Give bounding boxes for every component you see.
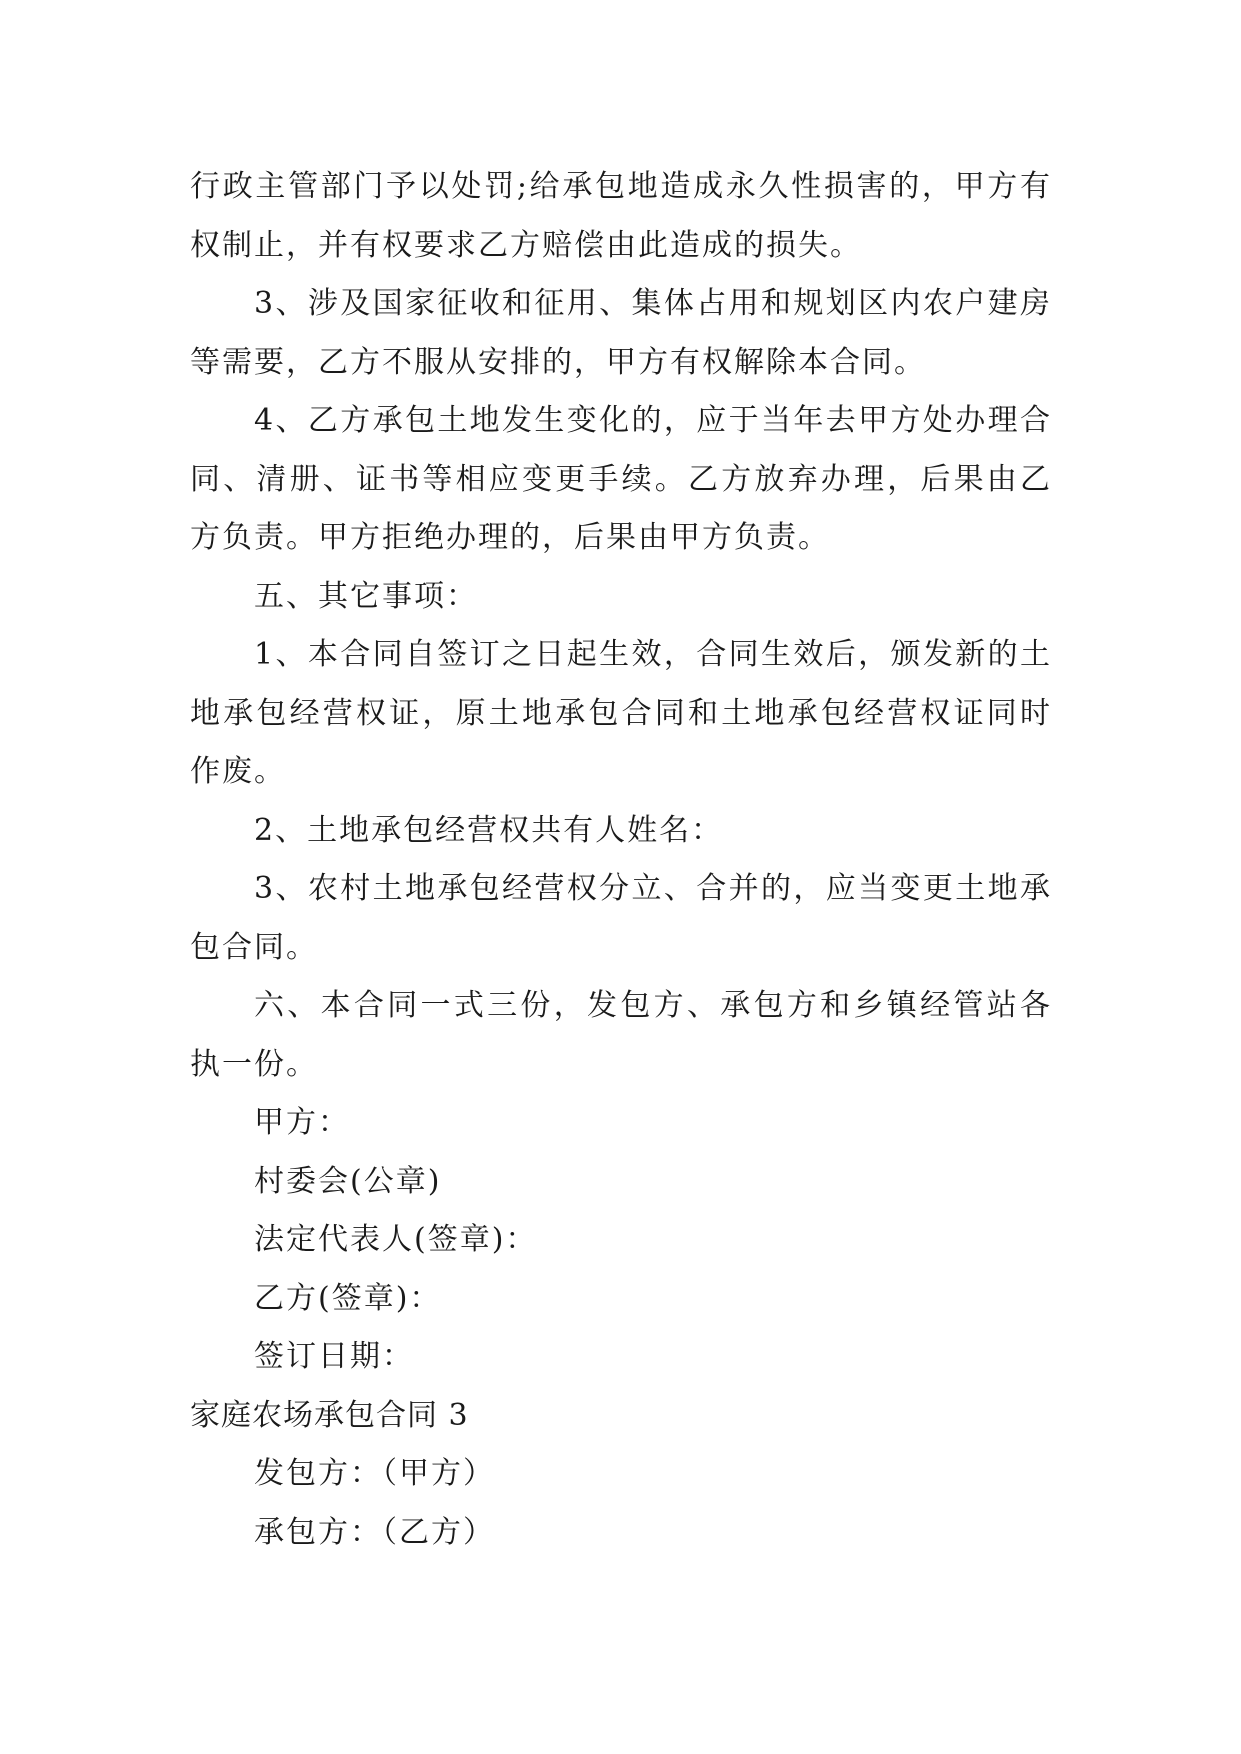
signature-party-a: 甲方： [254,1105,350,1140]
paragraph-other-2-co-owners: 2、土地承包经营权共有人姓名： [254,812,724,848]
party-contractee: 承包方：（乙方） [254,1514,495,1550]
signature-legal-representative: 法定代表人(签章)： [254,1222,538,1257]
signature-party-b: 乙方(签章)： [254,1280,442,1316]
contract-title: 家庭农场承包合同 3 [190,1397,469,1433]
signature-date: 签订日期： [254,1339,414,1374]
paragraph-penalty-continuation: 行政主管部门予以处罚;给承包地造成永久性损害的，甲方有权制止，并有权要求乙方赔偿由此造成的损失。 [190,169,1052,263]
paragraph-clause-3-expropriation: 3、涉及国家征收和征用、集体占用和规划区内农户建房等需要，乙方不服从安排的，甲方有权解除本合同。 [190,286,1052,380]
paragraph-copies: 六、本合同一式三份，发包方、承包方和乡镇经管站各执一份。 [190,988,1052,1082]
document-body [190,158,1052,1562]
paragraph-other-3-split-merge: 3、农村土地承包经营权分立、合并的，应当变更土地承包合同。 [190,871,1052,965]
paragraph-other-1-effective: 1、本合同自签订之日起生效，合同生效后，颁发新的土地承包经营权证，原土地承包合同和土地承包经营权证同时作废。 [190,637,1052,789]
signature-village-committee-seal: 村委会(公章) [254,1163,442,1199]
party-contractor-issuer: 发包方：（甲方） [254,1456,495,1491]
section-heading-other-matters: 五、其它事项： [254,578,478,614]
paragraph-clause-4-change-procedures: 4、乙方承包土地发生变化的，应于当年去甲方处办理合同、清册、证书等相应变更手续。乙方放弃办理，后果由乙方负责。甲方拒绝办理的，后果由甲方负责。 [190,403,1052,555]
